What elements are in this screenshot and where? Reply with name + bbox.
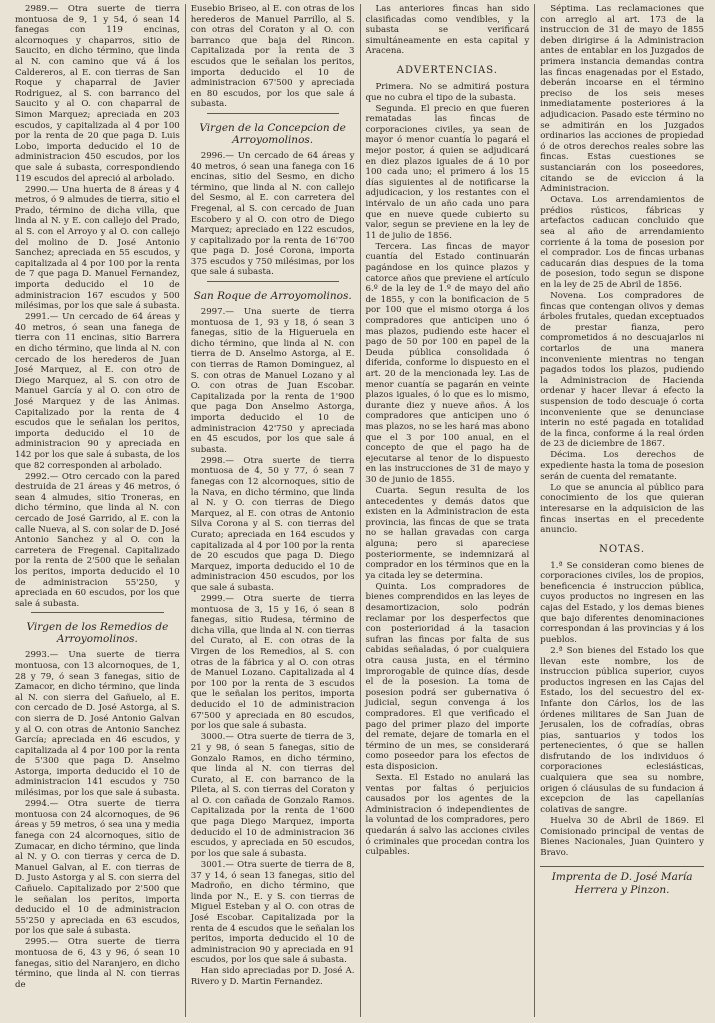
paragraph: 2989.— Otra suerte de tierra montuosa de 9, 1 y 54, ó sean 14 fanegas con 119 encinas, alcornoques y chaparros, sitio de Saucito, en dicho término, que linda al N. con camino que vá á los Caldereros, al E. con tierras de San Roque y chaparral de Javier Rodriguez, al S. con barranco del Saucito y al O. con chaparral de Simon Marquez; apreciada en 203 escudos, y capitalizada al 4 por 100 por la renta de 20 que paga D. Luis Lobo, importa deducido el 10 de administracion 450 escudos, por los que sale á subasta, correspondiendo 119 escudos del apreció al arbolado. xyxy=(15,4,180,184)
paragraph: Décima. Los derechos de expediente hasta la toma de posesion serán de cuenta del rematante. xyxy=(540,450,704,482)
paragraph: Lo que se anuncia al público para conocimiento de los que quieran interesarse en la adquisicion de las fincas insertas en el precedente anuncio. xyxy=(540,482,704,536)
paragraph: Tercera. Las fincas de mayor cuantía del Estado continuarán pagándose en los quince plazos y catorce años que previene el artículo 6.º de la ley de 1.º de mayo del año de 1855, y con la bonificacion de 5 por 100 que el mismo otorga á los compradores que anticipen uno ó mas plazos, pudiendo este hacer el pago de 50 por 100 en papel de la Deuda pública consolidada ó diferida, conforme lo dispuesto en el art. 20 de la mencionada ley. Las de menor cuantía se pagarán en veinte plazos iguales, ó lo que es lo mismo, durante diez y nueve años. Á los compradores que anticipen uno ó mas plazos, no se les hará mas abono que el 3 por 100 anual, en el concepto de que el pago ha de ejecutarse al tenor de lo dispuesto en las instrucciones de 31 de mayo y 30 de junio de 1855. xyxy=(365,241,530,485)
column-3 xyxy=(360,4,535,1017)
column-1 xyxy=(10,4,185,1017)
paragraph: Quinta. Los compradores de bienes comprendidos en las leyes de desamortizacion, solo podrán reclamar por los desperfectos que con posterioridad á la tasacion sufran las fincas por falta de sus cabidas señaladas, ó por cualquiera otra causa justa, en el término improrogable de quince días, desde el de la posesion. La toma de posesion podrá ser gubernativa ó judicial, segun convenga á los compradores. El que verificado el pago del primer plazo del importe del remate, dejare de tomarla en el término de un mes, se considerará como poseedor para los efectos de esta disposicion. xyxy=(365,581,530,772)
paragraph: Segunda. El precio en que fueren rematadas las fincas de corporaciones civiles, ya sean de mayor ó menor cuantía lo pagará el mejor postor, á quien se adjudicará en diez plazos iguales de á 10 por 100 cada uno; el primero á los 15 días siguientes al de notificarse la adjudicacion, y los restantes con el intérvalo de un año cada uno para que en nueve quede cubierto su valor, segun se previene en la ley de 11 de julio de 1856. xyxy=(365,103,530,241)
column-4 xyxy=(534,4,709,1017)
paragraph: 2.ª Son bienes del Estado los que llevan este nombre, los de instruccion pública superior, cuyos productos ingresen en las Cajas del Estado, los del secuestro del ex-Infante don Cárlos, los de las órdenes militares de San Juan de Jerusalen, los de cofradías, obras pias, santuarios y todos los pertenecientes, ó que se hallen disfrutando de los individuos ó corporaciones eclesiásticas, cualquiera que sea su nombre, origen ó cláusulas de su fundacion á excepcion de las capellanías colativas de sangre. xyxy=(540,645,704,815)
paragraph: 2991.— Un cercado de 64 áreas y 40 metros, ó sean una fanega de tierra con 11 encinas, sitio Barrera en dicho término, que linda al N. con cercado de los herederos de Juan José Marquez, al E. con otro de Diego Marquez, al S. con otro de Manuel García y al O. con otro de José Marquez y de las Ánimas. Capitalizado por la renta de 4 escudos que le señalan los peritos, importa deducido el 10 de administracion 90 y apreciada en 142 por los que sale á subasta, de los que 82 corresponden al arbolado. xyxy=(15,312,180,471)
section-heading: Virgen de los Remedios de Arroyomolinos. xyxy=(26,621,169,646)
paragraph: Huelva 30 de Abril de 1869. El Comisionado principal de ventas de Bienes Nacionales, Juan Quintero y Bravo. xyxy=(540,815,704,858)
paragraph: 2990.— Una huerta de 8 áreas y 4 metros, ó 9 almudes de tierra, sitio el Prado, término de dicha villa, que linda al N. y E. con callejo del Prado, al S. con el Arroyo y al O. con callejo del molino de D. José Antonio Sanchez; apreciada en 55 escudos, y capitalizada al 4 por 100 por la renta de 7 que paga D. Manuel Fernandez, importa deducido el 10 de administracion 167 escudos y 500 milésimas, por los que sale á subasta. xyxy=(15,184,180,312)
paragraph: Eusebio Briseo, al E. con otras de los herederos de Manuel Parrillo, al S. con otras del Coraton y al O. con barranco que baja del Rincon. Capitalizada por la renta de 3 escudos que le señalan los peritos, importa deducido el 10 de administracion 67'500 y apreciada en 80 escudos, por los que sale á subasta. xyxy=(190,4,355,110)
paragraph: 3000.— Otra suerte de tierra de 3, 21 y 98, ó sean 5 fanegas, sitio de Gonzalo Ramos, en dicho término, que linda al N. con tierras del Curato, al E. con barranco de la Pileta, al S. con tierras del Coraton y al O. con cañada de Gonzalo Ramos. Capitalizada por la renta de 1'600 que paga Diego Marquez, importa deducido el 10 de administracion 36 escudos, y apreciada en 50 escudos, por los que sale á subasta. xyxy=(190,732,355,859)
section-heading: NOTAS. xyxy=(599,543,646,555)
paragraph: 2993.— Una suerte de tierra montuosa, con 13 alcornoques, de 1, 28 y 79, ó sean 3 fanegas, sitio de Zamacor, en dicho término, que linda al N. con sierra del Gañuelo, al E. con cercado de D. José Astorga, al S. con sierra de D. José Antonio Galvan y al O. con otras de Antonio Sanchez García; apreciada en 46 escudos, y capitalizada al 4 por 100 por la renta de 5'300 que paga D. Anselmo Astorga, importa deducido el 10 de administracion 141 escudos y 750 milésimas, por los que sale á subasta. xyxy=(15,650,180,799)
section-heading: San Roque de Arroyomolinos. xyxy=(193,290,352,303)
divider xyxy=(207,113,339,114)
paragraph: Las anteriores fincas han sido clasificadas como vendibles, y la subasta se verificará simultáneamente en esta capital y Aracena. xyxy=(365,4,530,57)
divider xyxy=(31,612,164,613)
paragraph: 3001.— Otra suerte de tierra de 8, 37 y 14, ó sean 13 fanegas, sitio del Madroño, en dicho término, que linda por N., E. y S. con tierras de Miguel Esteban y al O. con otras de José Escobar. Capitalizada por la renta de 4 escudos que le señalan los peritos, importa deducido el 10 de administracion 90 y apreciada en 91 escudos, por los que sale á subasta. xyxy=(190,859,355,966)
column-2 xyxy=(185,4,360,1017)
paragraph: 2998.— Otra suerte de tierra montuosa de 4, 50 y 77, ó sean 7 fanegas con 12 alcornoques, sitio de la Nava, en dicho término, que linda al N. y O. con tierras de Diego Marquez, al E. con otras de Antonio Silva Corona y al S. con tierras del Curato; apreciada en 164 escudos y capitalizada al 4 por 100 por la renta de 20 escudos que paga D. Diego Marquez, importa deducido el 10 de administracion 450 escudos, por los que sale á subasta. xyxy=(190,455,355,593)
section-heading: Virgen de la Concepcion de Arroyomolinos. xyxy=(199,121,346,146)
printer-imprint: Imprenta de D. José María Herrera y Pinzon. xyxy=(540,866,704,897)
paragraph: 2992.— Otro cercado con la pared destruida de 21 áreas y 46 metros, ó sean 4 almudes, sitio Troneras, en dicho término, que linda al N. con cercado de José Garrido, al E. con la calle Nueva, al S. con solar de D. José Antonio Sanchez y al O. con la carretera de Fregenal. Capitalizado por la renta de 2'500 que le señalan los peritos, importa deducido el 10 de administracion 55'250, y apreciada en 60 escudos, por los que sale á subasta. xyxy=(15,471,180,609)
paragraph: 2996.— Un cercado de 64 áreas y 40 metros, ó sean una fanega con 16 encinas, sitio del Sesmo, en dicho término, que linda al N. con callejo del Sesmo, al E. con carretera del Fregenal, al S. con cercado de Juan Escobero y al O. con otro de Diego Marquez; apreciado en 122 escudos, y capitalizado por la renta de 16'700 que paga D. José Corona, importa 375 escudos y 750 milésimas, por los que sale á subasta. xyxy=(190,150,355,278)
paragraph: 1.ª Se consideran como bienes de corporaciones civiles, los de propios, beneficencia é instruccion pública, cuyos productos no ingresen en las cajas del Estado, y los demas bienes que bajo diferentes denominaciones correspondan á las provincias y á los pueblos. xyxy=(540,560,704,645)
paragraph: 2999.— Otra suerte de tierra montuosa de 3, 15 y 16, ó sean 8 fanegas, sitio Rudesa, término de dicha villa, que linda al N. con tierras del Curato, al E. con otras de la Virgen de los Remedios, al S. con otras de la fábrica y al O. con otras de Manuel Lozano. Capitalizada al 4 por 100 por la renta de 3 escudos que le señalan los peritos, importa deducido el 10 de administracion 67'500 y apreciada en 80 escudos, por los que sale á subasta. xyxy=(190,594,355,732)
paragraph: Primera. No se admitirá postura que no cubra el tipo de la subasta. xyxy=(365,81,530,103)
section-heading: ADVERTENCIAS. xyxy=(396,64,498,76)
divider xyxy=(207,281,339,282)
paragraph: 2995.— Otra suerte de tierra montuosa de 6, 43 y 96, ó sean 10 fanegas, sitio del Naranjero, en dicho término, que linda al N. con tierras de xyxy=(15,937,180,990)
paragraph: 2994.— Otra suerte de tierra montuosa con 24 alcornoques, de 96 áreas y 59 metros, ó sea una y media fanega con 24 alcornoques, sitio de Zumacar, en dicho término, que linda al N. y O. con tierras y cerca de D. Manuel Galvan, al E. con tierras de D. Justo Astorga y al S. con sierra del Cañuelo. Capitalizado por 2'500 que le señalan los peritos, importa deducido el 10 de administracion 55'250 y apreciada en 63 escudos, por los que sale á subasta. xyxy=(15,799,180,937)
paragraph: Séptima. Las reclamaciones que con arreglo al art. 173 de la instruccion de 31 de mayo de 1855 deben dirigirse á la Administracion antes de entablar en los Juzgados de primera instancia demandas contra las fincas enagenadas por el Estado, deberán incoarse en el término preciso de los seis meses inmediatamente posteriores á la adjudicacion. Pasado este término no se admitirán en los Juzgados ordinarios las acciones de propiedad ó de otros derechos reales sobre las fincas. Estas cuestiones se sustanciarán con los poseedores, citando se de eviccion á la Administracion. xyxy=(540,4,704,195)
paragraph: Han sido apreciadas por D. José A. Rivero y D. Martin Fernandez. xyxy=(190,966,355,987)
paragraph: Sexta. El Estado no anulará las ventas por faltas ó perjuicios causados por los agentes de la Administracion ó independientes de la voluntad de los compradores, pero quedarán á salvo las acciones civiles ó criminales que procedan contra los culpables. xyxy=(365,773,530,858)
paragraph: Novena. Los compradores de fincas que contengan olivos y demas árboles frutales, quedan exceptuados de prestar fianza, pero comprometidos á no descuajarlos ni cortarlos de una manera inconveniente mientras no tengan pagados todos los plazos, pudiendo la Administracion de Hacienda ordenar y hacer llevar á efecto la suspension de todo descuaje ó corta inconveniente que se denunciase interin no esté pagada en totalidad de la finca, conforme á la real órden de 23 de diciembre de 1867. xyxy=(540,291,704,450)
paragraph: Octava. Los arrendamientos de prédios rústicos, fábricas y artefactos caducan concluido que sea al año de arrendamiento corriente á la toma de posesion por el comprador. Los de fincas urbanas caducarán dias despues de la toma de posesion, todo segun se dispone en la ley de 25 de Abril de 1856. xyxy=(540,195,704,290)
paragraph: Cuarta. Segun resulta de los antecedentes y demás datos que existen en la Administracion de esta provincia, las fincas de que se trata no se hallan gravadas con carga alguna; pero si apareciese posteriormente, se indemnizará al comprador en los términos que en la ya citada ley se determina. xyxy=(365,486,530,581)
paragraph: 2997.— Una suerte de tierra montuosa de 1, 93 y 18, ó sean 3 fanegas, sitio de la Higueruela en dicho término, que linda al N. con tierra de D. Anselmo Astorga, al E. con tierras de Ramon Dominguez, al S. con otras de Manuel Lozano y al O. con otras de Juan Escobar. Capitalizada por la renta de 1'900 que paga Don Anselmo Astorga, importa deducido el 10 de administracion 42'750 y apreciada en 45 escudos, por los que sale á subasta. xyxy=(190,307,355,455)
